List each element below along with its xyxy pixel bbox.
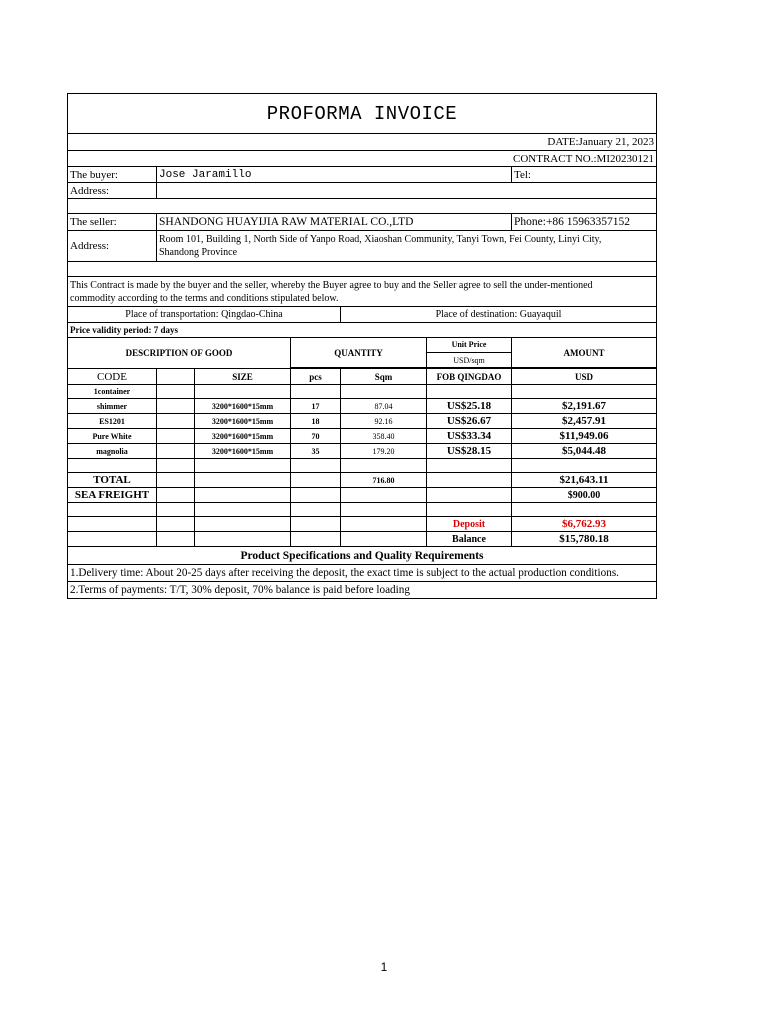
transport-place: Place of transportation: Qingdao-China xyxy=(125,309,283,320)
deposit-row xyxy=(68,517,656,532)
invoice-date: DATE:January 21, 2023 xyxy=(547,136,654,148)
seller-address-row xyxy=(68,231,656,262)
item-price: US$25.18 xyxy=(426,399,511,413)
contract-text-line1: This Contract is made by the buyer and the seller, whereby the Buyer agree to buy and the Seller agree to sell the under-mentioned xyxy=(70,280,593,291)
contract-number: CONTRACT NO.:MI20230121 xyxy=(513,153,654,165)
header-pcs: pcs xyxy=(290,369,340,384)
buyer-address-row xyxy=(68,183,656,199)
item-pcs: 17 xyxy=(290,399,340,413)
item-sqm: 87.04 xyxy=(340,399,426,413)
buyer-label: The buyer: xyxy=(70,169,118,181)
item-amount: $2,191.67 xyxy=(511,399,656,413)
deposit-amount: $6,762.93 xyxy=(511,517,656,531)
table-row xyxy=(68,444,656,459)
total-amount: $21,643.11 xyxy=(511,473,656,487)
validity-row xyxy=(68,323,656,338)
item-sqm: 92.16 xyxy=(340,414,426,428)
table-header-1 xyxy=(68,338,656,368)
item-pcs: 35 xyxy=(290,444,340,458)
item-size: 3200*1600*15mm xyxy=(194,399,290,413)
item-code: magnolia xyxy=(96,447,128,456)
table-row xyxy=(68,399,656,414)
balance-row xyxy=(68,532,656,547)
buyer-address-value xyxy=(156,183,656,198)
item-amount: $2,457.91 xyxy=(511,414,656,428)
item-size: 3200*1600*15mm xyxy=(194,429,290,443)
freight-amount: $900.00 xyxy=(511,488,656,502)
freight-label: SEA FREIGHT xyxy=(74,489,150,501)
spacer-row xyxy=(68,199,656,214)
table-header-2 xyxy=(68,368,656,385)
header-amount: AMOUNT xyxy=(511,338,656,368)
spec-title: Product Specifications and Quality Requirements xyxy=(68,547,656,565)
item-price: US$28.15 xyxy=(426,444,511,458)
balance-amount: $15,780.18 xyxy=(511,532,656,546)
empty-row xyxy=(68,503,656,517)
empty-row xyxy=(68,459,656,473)
invoice-sheet xyxy=(67,93,657,599)
header-unit-price-sub: USD/sqm xyxy=(453,356,485,365)
item-sqm: 358.40 xyxy=(340,429,426,443)
item-price: US$33.34 xyxy=(426,429,511,443)
buyer-row xyxy=(68,167,656,183)
contract-text xyxy=(68,277,656,307)
total-row xyxy=(68,473,656,488)
seller-label: The seller: xyxy=(70,216,117,228)
destination-place: Place of destination: Guayaquil xyxy=(340,307,656,322)
seller-phone: Phone:+86 15963357152 xyxy=(511,214,656,230)
freight-row xyxy=(68,488,656,503)
spacer-row-2 xyxy=(68,262,656,277)
seller-address-line2: Shandong Province xyxy=(159,247,238,258)
invoice-title: PROFORMA INVOICE xyxy=(68,94,656,134)
header-code: CODE xyxy=(97,371,127,383)
table-row xyxy=(68,414,656,429)
total-sqm: 716.80 xyxy=(340,473,426,487)
term-delivery: 1.Delivery time: About 20-25 days after receiving the deposit, the exact time is subject to the actual production conditions. xyxy=(68,565,656,582)
table-row xyxy=(68,429,656,444)
item-amount: $11,949.06 xyxy=(511,429,656,443)
seller-address xyxy=(156,231,656,261)
container-label: 1container xyxy=(93,387,131,396)
container-row xyxy=(68,385,656,399)
contract-text-line2: commodity according to the terms and conditions stipulated below. xyxy=(70,293,339,304)
item-code: shimmer xyxy=(96,402,128,411)
item-code: Pure White xyxy=(92,432,132,441)
header-unit-price-label: Unit Price xyxy=(427,338,511,353)
header-usd: USD xyxy=(511,369,656,384)
transport-row xyxy=(68,307,656,323)
buyer-tel-label: Tel: xyxy=(511,167,656,182)
item-pcs: 18 xyxy=(290,414,340,428)
item-size: 3200*1600*15mm xyxy=(194,444,290,458)
seller-row xyxy=(68,214,656,231)
item-size: 3200*1600*15mm xyxy=(194,414,290,428)
date-row xyxy=(68,134,656,151)
item-sqm: 179.20 xyxy=(340,444,426,458)
header-fob: FOB QINGDAO xyxy=(426,369,511,384)
term-payment: 2.Terms of payments: T/T, 30% deposit, 70% balance is paid before loading xyxy=(70,584,410,596)
item-code: ES1201 xyxy=(99,417,125,426)
seller-address-label: Address: xyxy=(70,240,110,252)
item-price: US$26.67 xyxy=(426,414,511,428)
header-description: DESCRIPTION OF GOOD xyxy=(125,348,233,358)
header-unit-price xyxy=(426,338,511,368)
seller-name: SHANDONG HUAYIJIA RAW MATERIAL CO.,LTD xyxy=(156,214,511,230)
price-validity: Price validity period: 7 days xyxy=(70,325,178,335)
header-sqm: Sqm xyxy=(340,369,426,384)
total-label: TOTAL xyxy=(93,474,131,486)
header-quantity: QUANTITY xyxy=(290,338,426,368)
buyer-name: Jose Jaramillo xyxy=(156,167,511,182)
header-size: SIZE xyxy=(194,369,290,384)
item-amount: $5,044.48 xyxy=(511,444,656,458)
seller-address-line1: Room 101, Building 1, North Side of Yanpo Road, Xiaoshan Community, Tanyi Town, Fei County, Linyi City, xyxy=(159,234,602,245)
deposit-label: Deposit xyxy=(426,517,511,531)
contract-row xyxy=(68,151,656,167)
page-number: 1 xyxy=(380,960,388,974)
buyer-address-label: Address: xyxy=(70,185,110,197)
item-pcs: 70 xyxy=(290,429,340,443)
balance-label: Balance xyxy=(426,532,511,546)
